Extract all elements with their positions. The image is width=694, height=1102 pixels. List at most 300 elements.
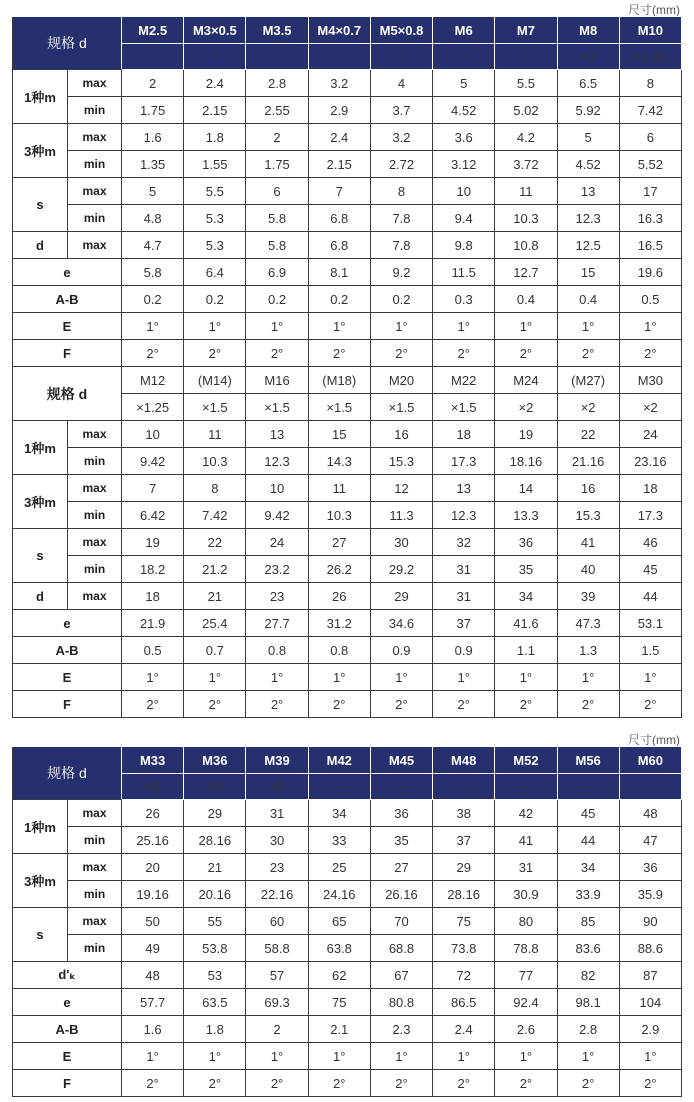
table-row (13, 908, 682, 935)
table-row (13, 664, 682, 691)
value-cell: 2° (308, 1070, 370, 1097)
value-cell: M45 (370, 747, 432, 774)
value-cell: M10 (619, 17, 681, 44)
value-cell: 2.8 (246, 70, 308, 97)
value-cell: 2.9 (308, 97, 370, 124)
value-cell: M52 (495, 747, 557, 774)
value-cell: 0.3 (433, 286, 495, 313)
table-row (13, 340, 682, 367)
value-cell: 9.4 (433, 205, 495, 232)
value-cell: 85 (557, 908, 619, 935)
min-label: min (68, 935, 122, 962)
value-cell: 92.4 (495, 989, 557, 1016)
value-cell: 6.8 (308, 232, 370, 259)
value-cell: M48 (433, 747, 495, 774)
value-cell: 12.7 (495, 259, 557, 286)
value-cell: 1° (433, 1043, 495, 1070)
value-cell: 73.8 (433, 935, 495, 962)
value-cell: 16.3 (619, 205, 681, 232)
table-row (13, 70, 682, 97)
value-cell: 53.1 (619, 610, 681, 637)
value-cell: M60 (619, 747, 681, 774)
table-row (13, 313, 682, 340)
value-cell: 2° (370, 340, 432, 367)
value-cell: 80.8 (370, 989, 432, 1016)
value-cell: 5.5 (495, 70, 557, 97)
value-cell: 17 (619, 178, 681, 205)
table-row (13, 286, 682, 313)
value-cell: 46 (619, 529, 681, 556)
value-cell: 41 (557, 529, 619, 556)
value-cell: M3.5 (246, 17, 308, 44)
value-cell: - (308, 44, 370, 70)
value-cell: 3.6 (433, 124, 495, 151)
value-cell: 62 (308, 962, 370, 989)
value-cell: 2.3 (370, 1016, 432, 1043)
value-cell: 1° (557, 313, 619, 340)
table-row (13, 610, 682, 637)
value-cell: 41 (495, 827, 557, 854)
value-cell: 2° (433, 1070, 495, 1097)
value-cell: 1° (308, 313, 370, 340)
value-cell: 28.16 (433, 881, 495, 908)
table-row (13, 637, 682, 664)
value-cell: 38 (433, 800, 495, 827)
value-cell: - (495, 774, 557, 800)
value-cell: 1° (619, 664, 681, 691)
value-cell: 31 (495, 854, 557, 881)
value-cell: 2° (370, 1070, 432, 1097)
value-cell: 24 (246, 529, 308, 556)
value-cell: 41.6 (495, 610, 557, 637)
value-cell: 34 (308, 800, 370, 827)
value-cell: 77 (495, 962, 557, 989)
value-cell: - (370, 774, 432, 800)
value-cell: 5.52 (619, 151, 681, 178)
value-cell: 9.42 (246, 502, 308, 529)
value-cell: 12.3 (246, 448, 308, 475)
value-cell: 19 (122, 529, 184, 556)
table-row (13, 800, 682, 827)
value-cell: 1° (246, 664, 308, 691)
value-cell: 10.8 (495, 232, 557, 259)
value-cell: 45 (557, 800, 619, 827)
value-cell: 16 (370, 421, 432, 448)
value-cell: 4.2 (495, 124, 557, 151)
value-cell: (M14) (184, 367, 246, 394)
value-cell: 0.9 (370, 637, 432, 664)
value-cell: M6 (433, 17, 495, 44)
value-cell: 1.8 (184, 124, 246, 151)
F-label: F (13, 340, 122, 367)
value-cell: 2 (246, 1016, 308, 1043)
value-cell: 36 (370, 800, 432, 827)
value-cell: ×2 (495, 394, 557, 421)
value-cell: 18 (122, 583, 184, 610)
spec-table-1 (12, 16, 682, 718)
ab-label: A-B (13, 286, 122, 313)
table-row (13, 881, 682, 908)
max-label: max (68, 70, 122, 97)
value-cell: 9.8 (433, 232, 495, 259)
table-row (13, 502, 682, 529)
value-cell: 42 (495, 800, 557, 827)
d-label: d (13, 583, 68, 610)
value-cell: 2° (619, 691, 681, 718)
value-cell: 2.15 (308, 151, 370, 178)
value-cell: ×1.5 (184, 394, 246, 421)
value-cell: 36 (619, 854, 681, 881)
value-cell: 98.1 (557, 989, 619, 1016)
max-label: max (68, 908, 122, 935)
value-cell: - (122, 44, 184, 70)
value-cell: 70 (370, 908, 432, 935)
value-cell: ×1 (557, 44, 619, 70)
e-label: e (13, 989, 122, 1016)
E-label: E (13, 664, 122, 691)
max-label: max (68, 124, 122, 151)
value-cell: 0.2 (308, 286, 370, 313)
value-cell: 5 (122, 178, 184, 205)
value-cell: 3.2 (370, 124, 432, 151)
value-cell: 44 (619, 583, 681, 610)
value-cell: 47.3 (557, 610, 619, 637)
value-cell: 2° (308, 691, 370, 718)
max-label: max (68, 529, 122, 556)
value-cell: 39 (557, 583, 619, 610)
value-cell: 19.16 (122, 881, 184, 908)
value-cell: 7 (308, 178, 370, 205)
value-cell: 63.8 (308, 935, 370, 962)
value-cell: 8 (184, 475, 246, 502)
value-cell: ×1.5 (246, 394, 308, 421)
ab-label: A-B (13, 637, 122, 664)
table-row (13, 448, 682, 475)
value-cell: 15.3 (370, 448, 432, 475)
min-label: min (68, 205, 122, 232)
table-row (13, 367, 682, 394)
max-label: max (68, 421, 122, 448)
value-cell: 21 (184, 854, 246, 881)
value-cell: 1.5 (619, 637, 681, 664)
min-label: min (68, 502, 122, 529)
value-cell: 6.9 (246, 259, 308, 286)
value-cell: M5×0.8 (370, 17, 432, 44)
value-cell: 14.3 (308, 448, 370, 475)
value-cell: 0.2 (246, 286, 308, 313)
value-cell: 49 (122, 935, 184, 962)
value-cell: ×1.25 (122, 394, 184, 421)
min-label: min (68, 881, 122, 908)
value-cell: 2° (495, 340, 557, 367)
value-cell: 1.6 (122, 1016, 184, 1043)
value-cell: 10 (246, 475, 308, 502)
value-cell: 2.4 (308, 124, 370, 151)
value-cell: 28.16 (184, 827, 246, 854)
spec-label: 规格 d (13, 367, 122, 421)
value-cell: 1° (308, 1043, 370, 1070)
value-cell: 2.15 (184, 97, 246, 124)
value-cell: 14 (495, 475, 557, 502)
value-cell: 23.16 (619, 448, 681, 475)
e-label: e (13, 259, 122, 286)
spec-label: 规格 d (13, 747, 122, 800)
max-label: max (68, 232, 122, 259)
value-cell: 11 (495, 178, 557, 205)
value-cell: 1° (184, 664, 246, 691)
value-cell: 12.3 (557, 205, 619, 232)
value-cell: 18.16 (495, 448, 557, 475)
value-cell: M24 (495, 367, 557, 394)
value-cell: 1.75 (122, 97, 184, 124)
value-cell: 29 (433, 854, 495, 881)
value-cell: - (184, 44, 246, 70)
value-cell: 3.7 (370, 97, 432, 124)
value-cell: 1.1 (495, 637, 557, 664)
value-cell: 90 (619, 908, 681, 935)
value-cell: ×1.5 (370, 394, 432, 421)
value-cell: 35.9 (619, 881, 681, 908)
value-cell: 2° (370, 691, 432, 718)
value-cell: 13.3 (495, 502, 557, 529)
value-cell: 1° (122, 1043, 184, 1070)
value-cell: M30 (619, 367, 681, 394)
value-cell: 2° (433, 340, 495, 367)
value-cell: 2° (495, 1070, 557, 1097)
ab-label: A-B (13, 1016, 122, 1043)
s-label: s (13, 908, 68, 962)
value-cell: 23.2 (246, 556, 308, 583)
value-cell: 4 (370, 70, 432, 97)
value-cell: 25.4 (184, 610, 246, 637)
value-cell: 67 (370, 962, 432, 989)
value-cell: 24.16 (308, 881, 370, 908)
value-cell: 5.3 (184, 205, 246, 232)
s-label: s (13, 178, 68, 232)
table-row (13, 1016, 682, 1043)
m1-label: 1种m (13, 421, 68, 475)
value-cell: 45 (619, 556, 681, 583)
value-cell: 4.52 (557, 151, 619, 178)
value-cell: 2° (122, 1070, 184, 1097)
value-cell: 1° (122, 664, 184, 691)
value-cell: 37 (433, 827, 495, 854)
value-cell: 82 (557, 962, 619, 989)
value-cell: 88.6 (619, 935, 681, 962)
value-cell: 18 (619, 475, 681, 502)
value-cell: 13 (246, 421, 308, 448)
value-cell: 2° (619, 1070, 681, 1097)
value-cell: 1° (370, 1043, 432, 1070)
value-cell: 6.42 (122, 502, 184, 529)
value-cell: 83.6 (557, 935, 619, 962)
value-cell: 7.8 (370, 205, 432, 232)
value-cell: 5.8 (246, 232, 308, 259)
value-cell: 0.7 (184, 637, 246, 664)
value-cell: 34 (495, 583, 557, 610)
table-row (13, 205, 682, 232)
value-cell: 2° (246, 340, 308, 367)
value-cell: 2° (308, 340, 370, 367)
value-cell: 1° (495, 313, 557, 340)
value-cell: 11 (184, 421, 246, 448)
value-cell: 1.8 (184, 1016, 246, 1043)
value-cell: 2° (557, 340, 619, 367)
spec-label: 规格 d (13, 17, 122, 70)
value-cell: 37 (433, 610, 495, 637)
value-cell: 15 (557, 259, 619, 286)
value-cell: ×2 (619, 394, 681, 421)
value-cell: 4.7 (122, 232, 184, 259)
table-row (13, 935, 682, 962)
value-cell: 3.2 (308, 70, 370, 97)
value-cell: 1° (370, 664, 432, 691)
value-cell: ×1.5 (308, 394, 370, 421)
value-cell: 1.35 (122, 151, 184, 178)
value-cell: ×3 (246, 774, 308, 800)
value-cell: 35 (370, 827, 432, 854)
unit-label: 尺寸(mm) (628, 3, 680, 17)
value-cell: 21 (184, 583, 246, 610)
table-row (13, 1043, 682, 1070)
table-row (13, 475, 682, 502)
value-cell: 12.5 (557, 232, 619, 259)
value-cell: 26 (122, 800, 184, 827)
value-cell: 6 (619, 124, 681, 151)
value-cell: 65 (308, 908, 370, 935)
value-cell: 50 (122, 908, 184, 935)
value-cell: ×2 (557, 394, 619, 421)
table-row (13, 97, 682, 124)
m1-label: 1种m (13, 800, 68, 854)
m3-label: 3种m (13, 475, 68, 529)
table-row (13, 232, 682, 259)
value-cell: 53 (184, 962, 246, 989)
value-cell: 19.6 (619, 259, 681, 286)
value-cell: 5.02 (495, 97, 557, 124)
table-row (13, 151, 682, 178)
value-cell: 2° (122, 691, 184, 718)
table-row (13, 691, 682, 718)
value-cell: 11.3 (370, 502, 432, 529)
value-cell: 10.3 (184, 448, 246, 475)
value-cell: 30.9 (495, 881, 557, 908)
value-cell: 25.16 (122, 827, 184, 854)
value-cell: 29.2 (370, 556, 432, 583)
value-cell: 12.3 (433, 502, 495, 529)
value-cell: 0.5 (122, 637, 184, 664)
value-cell: 16 (557, 475, 619, 502)
value-cell: M4×0.7 (308, 17, 370, 44)
value-cell: 6.5 (557, 70, 619, 97)
value-cell: 5 (557, 124, 619, 151)
value-cell: M42 (308, 747, 370, 774)
value-cell: 2° (184, 1070, 246, 1097)
value-cell: 0.5 (619, 286, 681, 313)
value-cell: 6.4 (184, 259, 246, 286)
value-cell: 1° (308, 664, 370, 691)
value-cell: 2 (246, 124, 308, 151)
value-cell: 0.2 (184, 286, 246, 313)
d-label: d (13, 232, 68, 259)
unit-label: 尺寸(mm) (628, 733, 680, 747)
spec-table-2 (12, 746, 682, 1097)
table-row (13, 556, 682, 583)
F-label: F (13, 1070, 122, 1097)
table-row (13, 17, 682, 44)
value-cell: - (433, 44, 495, 70)
min-label: min (68, 151, 122, 178)
value-cell: M7 (495, 17, 557, 44)
value-cell: 69.3 (246, 989, 308, 1016)
value-cell: 1° (433, 313, 495, 340)
value-cell: 48 (619, 800, 681, 827)
value-cell: 11 (308, 475, 370, 502)
value-cell: M56 (557, 747, 619, 774)
table-row (13, 583, 682, 610)
value-cell: 2° (557, 691, 619, 718)
value-cell: 2.9 (619, 1016, 681, 1043)
value-cell: 1° (246, 1043, 308, 1070)
value-cell: 30 (370, 529, 432, 556)
value-cell: 9.2 (370, 259, 432, 286)
value-cell: 7.42 (184, 502, 246, 529)
F-label: F (13, 691, 122, 718)
value-cell: - (246, 44, 308, 70)
value-cell: 13 (557, 178, 619, 205)
m3-label: 3种m (13, 124, 68, 178)
value-cell: 6.8 (308, 205, 370, 232)
value-cell: 57 (246, 962, 308, 989)
E-label: E (13, 1043, 122, 1070)
value-cell: 7.42 (619, 97, 681, 124)
value-cell: 36 (495, 529, 557, 556)
value-cell: 80 (495, 908, 557, 935)
value-cell: 1° (122, 313, 184, 340)
value-cell: M20 (370, 367, 432, 394)
value-cell: 26.16 (370, 881, 432, 908)
value-cell: 4.8 (122, 205, 184, 232)
value-cell: 58.8 (246, 935, 308, 962)
value-cell: 1° (557, 1043, 619, 1070)
value-cell: 34.6 (370, 610, 432, 637)
value-cell: 18 (433, 421, 495, 448)
value-cell: M39 (246, 747, 308, 774)
m3-label: 3种m (13, 854, 68, 908)
value-cell: 20.16 (184, 881, 246, 908)
min-label: min (68, 556, 122, 583)
table-row (13, 747, 682, 774)
value-cell: 7 (122, 475, 184, 502)
value-cell: 75 (308, 989, 370, 1016)
value-cell: 2° (619, 340, 681, 367)
value-cell: 72 (433, 962, 495, 989)
value-cell: 30 (246, 827, 308, 854)
value-cell: 22 (557, 421, 619, 448)
value-cell: 1° (370, 313, 432, 340)
value-cell: 17.3 (433, 448, 495, 475)
value-cell: 20 (122, 854, 184, 881)
value-cell: 48 (122, 962, 184, 989)
value-cell: 25 (308, 854, 370, 881)
value-cell: 8 (370, 178, 432, 205)
value-cell: 26 (308, 583, 370, 610)
value-cell: 4.52 (433, 97, 495, 124)
value-cell: 5.5 (184, 178, 246, 205)
value-cell: 27 (370, 854, 432, 881)
value-cell: 5.92 (557, 97, 619, 124)
value-cell: 2 (122, 70, 184, 97)
